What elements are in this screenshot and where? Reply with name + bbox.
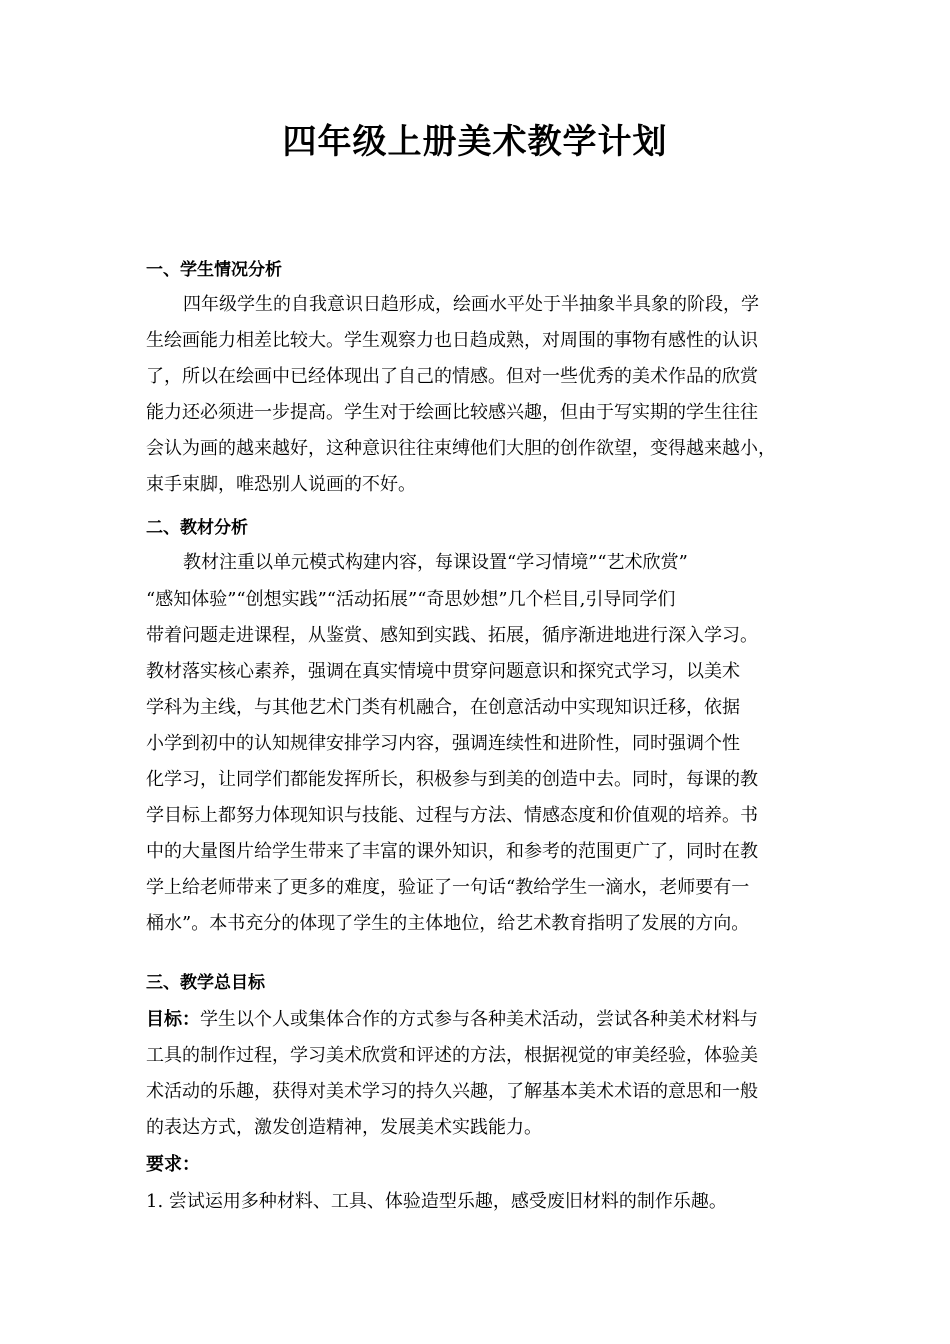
requirements-label: 要求：: [146, 1154, 200, 1175]
paragraph-line: 束手束脚，唯恐别人说画的不好。: [146, 474, 416, 495]
paragraph-line: 的表达方式，激发创造精神，发展美术实践能力。: [146, 1117, 542, 1138]
paragraph-line: 学上给老师带来了更多的难度，验证了一句话“教给学生一滴水，老师要有一: [146, 877, 750, 898]
section-heading-teaching-goals: 三、教学总目标: [146, 973, 265, 993]
paragraph-line: 带着问题走进课程，从鉴赏、感知到实践、拓展，循序渐进地进行深入学习。: [146, 625, 758, 646]
paragraph-line: 学科为主线，与其他艺术门类有机融合，在创意活动中实现知识迁移，依据: [146, 697, 740, 718]
goal-first-line: [146, 1007, 758, 1033]
paragraph-line: 术活动的乐趣，获得对美术学习的持久兴趣，了解基本美术术语的意思和一般: [146, 1081, 758, 1102]
paragraph-line: “感知体验”“创想实践”“活动拓展”“奇思妙想”几个栏目,引导同学们: [146, 589, 676, 610]
paragraph-line: 能力还必须进一步提高。学生对于绘画比较感兴趣，但由于写实期的学生往往: [146, 402, 758, 423]
paragraph-line: 学生以个人或集体合作的方式参与各种美术活动，尝试各种美术材料与: [200, 1009, 758, 1030]
requirement-item: 1. 尝试运用多种材料、工具、体验造型乐趣，感受废旧材料的制作乐趣。: [146, 1191, 727, 1212]
paragraph-line: 小学到初中的认知规律安排学习内容，强调连续性和进阶性，同时强调个性: [146, 733, 740, 754]
paragraph-line: 桶水”。本书充分的体现了学生的主体地位，给艺术教育指明了发展的方向。: [146, 913, 750, 934]
paragraph-line: 中的大量图片给学生带来了丰富的课外知识，和参考的范围更广了，同时在教: [146, 841, 758, 862]
page-title: 四年级上册美术教学计划: [282, 122, 668, 162]
paragraph-line: 教材注重以单元模式构建内容，每课设置“学习情境”“艺术欣赏”: [183, 552, 688, 573]
section-heading-textbook-analysis: 二、教材分析: [146, 518, 248, 538]
section-heading-student-analysis: 一、学生情况分析: [146, 260, 282, 280]
paragraph-line: 四年级学生的自我意识日趋形成，绘画水平处于半抽象半具象的阶段，学: [183, 294, 759, 315]
paragraph-line: 生绘画能力相差比较大。学生观察力也日趋成熟，对周围的事物有感性的认识: [146, 330, 758, 351]
paragraph-line: 学目标上都努力体现知识与技能、过程与方法、情感态度和价值观的培养。书: [146, 805, 758, 826]
paragraph-line: 会认为画的越来越好，这种意识往往束缚他们大胆的创作欲望，变得越来越小，: [146, 438, 776, 459]
paragraph-line: 化学习，让同学们都能发挥所长，积极参与到美的创造中去。同时，每课的教: [146, 769, 758, 790]
paragraph-line: 教材落实核心素养，强调在真实情境中贯穿问题意识和探究式学习，以美术: [146, 661, 740, 682]
paragraph-line: 了，所以在绘画中已经体现出了自己的情感。但对一些优秀的美术作品的欣赏: [146, 366, 758, 387]
paragraph-line: 工具的制作过程，学习美术欣赏和评述的方法，根据视觉的审美经验，体验美: [146, 1045, 758, 1066]
goal-label: 目标：: [146, 1009, 200, 1030]
